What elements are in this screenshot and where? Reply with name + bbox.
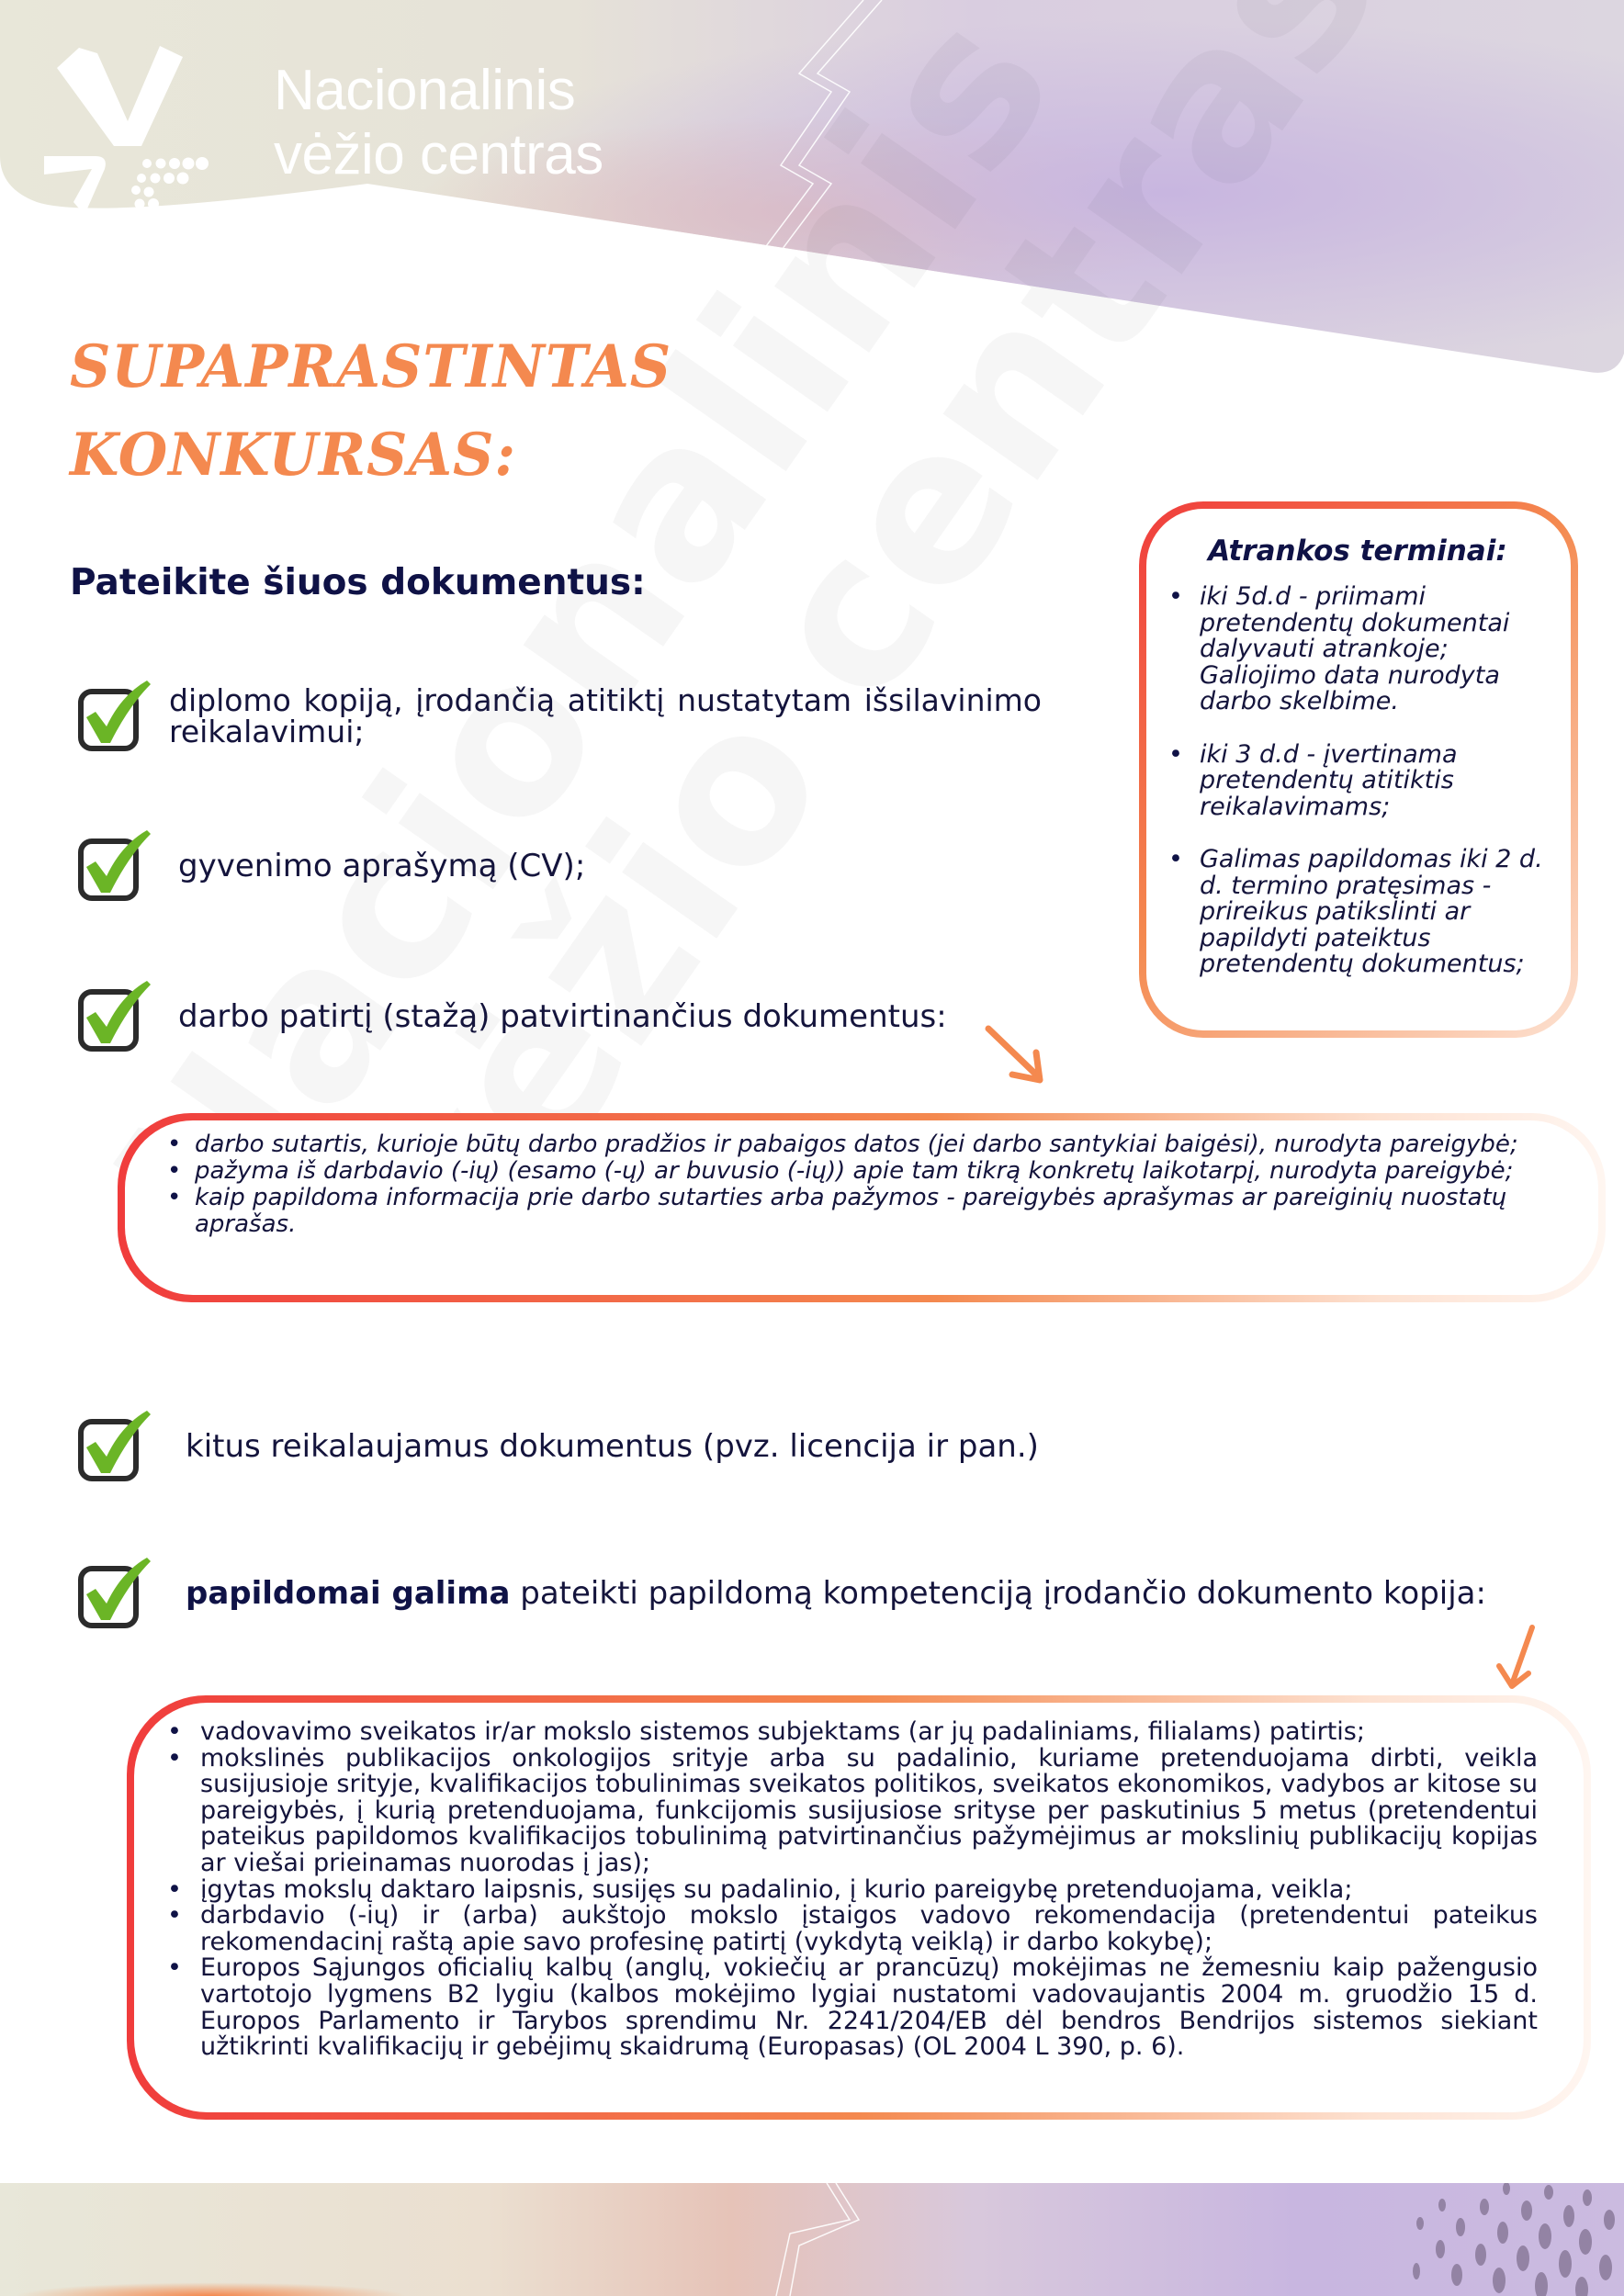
section-heading: Pateikite šiuos dokumentus: xyxy=(70,562,646,603)
checklist-item-rest: pateikti papildomą kompetenciją įrodančio dokumento kopija: xyxy=(510,1575,1486,1612)
selection-terms-box xyxy=(1139,501,1578,1038)
checkbox-checked-icon xyxy=(73,975,156,1058)
list-item: • darbdavio (-ių) ir (arba) aukštojo mokslo įstaigos vadovo rekomendacija (pretendentui pateikus rekomendacinį raštą apie savo profesinę patirtį (vykdytą veiklą) ir darbo kokybę); xyxy=(167,1903,1538,1955)
brand-name-line1: Nacionalinis xyxy=(274,59,576,122)
checklist-item-text: darbo patirtį (stažą) patvirtinančius dokumentus: xyxy=(178,998,947,1035)
list-item: • iki 3 d.d - įvertinama pretendentų atitiktis reikalavimams; xyxy=(1168,742,1547,821)
checklist-item-text: kitus reikalaujamus dokumentus (pvz. licencija ir pan.) xyxy=(186,1428,1039,1465)
list-item: • darbo sutartis, kurioje būtų darbo pradžios ir pabaigos datos (jei darbo santykiai baigėsi), nurodyta pareigybė; xyxy=(167,1131,1562,1158)
terms-list xyxy=(1168,584,1547,978)
checkbox-checked-icon xyxy=(73,675,156,758)
list-item: • Galimas papildomas iki 2 d. d. termino pratęsimas - prireikus patikslinti ar papildyti pateiktus pretendentų dokumentus; xyxy=(1168,847,1547,978)
list-item: • pažyma iš darbdavio (-ių) (esamo (-ų) ar buvusio (-ių)) apie tam tikrą konkretų laikotarpį, nurodyta pareigybė; xyxy=(167,1158,1562,1185)
additional-documents-box xyxy=(127,1695,1591,2120)
checklist-item xyxy=(73,975,947,1058)
additional-documents-list xyxy=(167,1719,1538,2061)
checklist-item-text xyxy=(186,1577,1486,1610)
list-item: • įgytas mokslų daktaro laipsnis, susijęs su padalinio, į kurio pareigybę pretenduojama, veikla; xyxy=(167,1877,1538,1904)
checkbox-checked-icon xyxy=(73,1405,156,1488)
brand-name-line2: vėžio centras xyxy=(274,123,603,186)
arrow-down-left-icon xyxy=(1486,1624,1560,1697)
checklist-item xyxy=(73,1405,1039,1488)
footer-banner xyxy=(0,2183,1624,2296)
page-title-line1: SUPAPRASTINTAS xyxy=(70,332,672,401)
checklist-item xyxy=(73,1552,1486,1635)
checklist-item-text: gyvenimo aprašymą (CV); xyxy=(178,848,586,884)
nvc-logo xyxy=(40,40,233,215)
arrow-down-right-icon xyxy=(981,1021,1054,1095)
checklist-item-bold: papildomai galima xyxy=(186,1575,511,1612)
brand-name xyxy=(274,59,603,187)
list-item: • iki 5d.d - priimami pretendentų dokumentai dalyvauti atrankoje; Galiojimo data nurodyta darbo skelbime. xyxy=(1168,584,1547,715)
checklist-item-text: diplomo kopiją, įrodančią atitiktį nustatytam išsilavinimo reikalavimui; xyxy=(169,682,1042,749)
checklist-item xyxy=(73,675,1042,758)
checkbox-checked-icon xyxy=(73,825,156,907)
experience-documents-list xyxy=(167,1131,1562,1238)
experience-documents-box xyxy=(118,1113,1606,1302)
list-item: • mokslinės publikacijos onkologijos srityje arba su padalinio, kuriame pretenduojama dirbti, veikla susijusioje srityje, kvalifikacijos tobulinimas sveikatos politikos, sveikatos ekonomikos, vadybos ar kitose su pareigybės, į kurią pretenduojama, funkcijomis susijusiose srityse per paskutinius 5 metus (pretendentui pateikus papildomos kvalifikacijos tobulinimą patvirtinančius pažymėjimus ar mokslinių publikacijų kopijas ar viešai prieinamas nuorodas į jas); xyxy=(167,1746,1538,1877)
terms-title: Atrankos terminai: xyxy=(1208,535,1507,568)
checklist-item xyxy=(73,825,585,907)
list-item: • kaip papildoma informacija prie darbo sutarties arba pažymos - pareigybės aprašymas ar pareiginių nuostatų aprašas. xyxy=(167,1185,1562,1238)
list-item: • vadovavimo sveikatos ir/ar mokslo sistemos subjektams (ar jų padaliniams, filialams) patirtis; xyxy=(167,1719,1538,1746)
page-title-line2: KONKURSAS: xyxy=(70,421,516,490)
checkbox-checked-icon xyxy=(73,1552,156,1635)
page-title xyxy=(70,323,671,500)
list-item: • Europos Sąjungos oficialių kalbų (anglų, vokiečių ar prancūzų) mokėjimas ne žemesniu kaip pažengusio vartotojo lygmens B2 lygiu (kalbos mokėjimo lygiai nustatomi vadovaujantis 2004 m. gruodžio 15 d. Europos Parlamento ir Tarybos sprendimu Nr. 2241/204/EB dėl bendros Bendrijos sistemos siekiant užtikrinti kvalifikacijų ir gebėjimų skaidrumą (Europasas) (OL 2004 L 390, p. 6). xyxy=(167,1955,1538,2060)
